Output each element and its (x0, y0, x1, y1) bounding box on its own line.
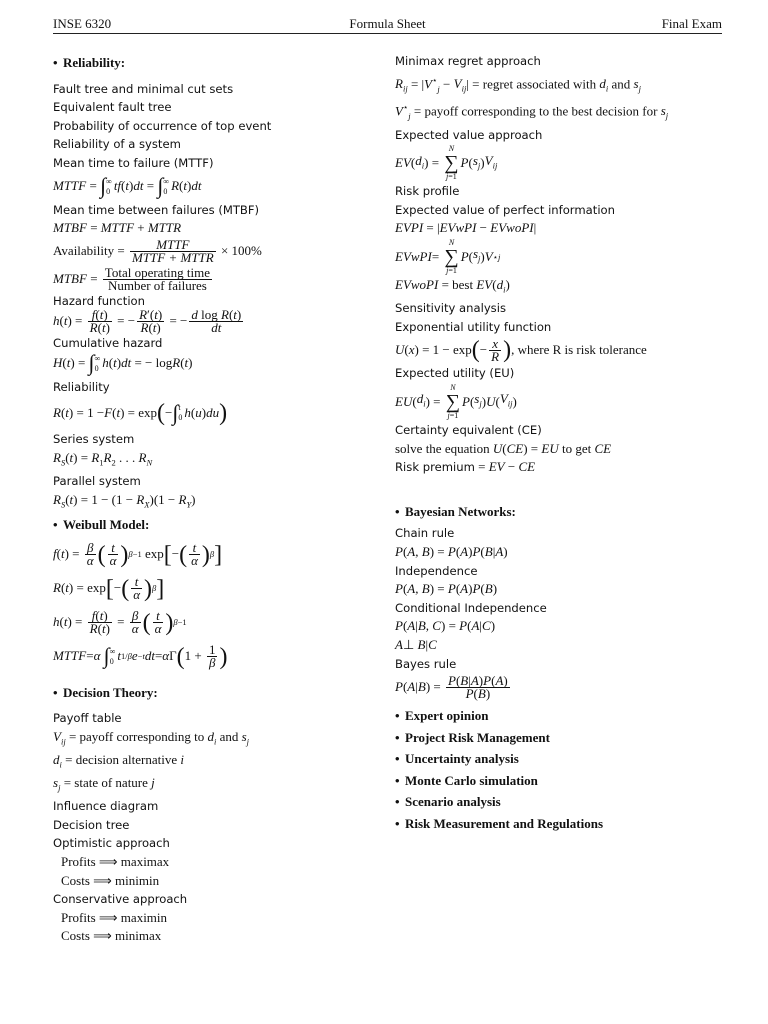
rel-item: Probability of occurrence of top event (53, 118, 272, 133)
topic-risk-measurement: • Risk Measurement and Regulations (395, 816, 604, 832)
cum-hazard-label: Cumulative hazard (53, 335, 163, 350)
exam-name: Final Exam (661, 16, 722, 31)
decision-heading: • Decision Theory: (53, 684, 158, 700)
rel-item: Reliability of a system (53, 137, 181, 152)
eu-label: Expected utility (EU) (395, 366, 515, 381)
decision-tree-label: Decision tree (53, 817, 130, 832)
series-label: Series system (53, 432, 135, 447)
right-column (395, 52, 725, 837)
weibull-mttf: MTTF = α ∫ ∞ 0 t 1/β e −t dt = α Γ ( 1 + $\frac{1}{\beta}$ ) (53, 642, 228, 670)
evpi-formula: EVPI = |EVwPI − EVwoPI| (395, 220, 537, 236)
reliability-formula: R ( t ) = 1 − F ( t ) = exp ( − ∫ t 0 h ( u ) du ) (53, 400, 228, 427)
ev-approach-label: Expected value approach (395, 127, 543, 142)
ev-formula: EV ( $d_i$ ) = N ∑ j=1 P ( $s_j$ ) $V_{ij}$ (395, 144, 498, 182)
independence-label: Independence (395, 563, 478, 578)
sensitivity-label: Sensitivity analysis (395, 301, 506, 316)
conservative-costs: Costs ⟹ minimax (61, 928, 162, 944)
optimistic-profits: Profits ⟹ maximax (61, 854, 170, 870)
vij-definition: $V_{ij}$ = payoff corresponding to $d_i$ and $s_j$ (53, 728, 250, 747)
evwpi-formula: EVwPI = N ∑ j=1 P ( $s_j$ ) V ⋆ j (395, 238, 501, 275)
topic-expert-opinion: • Expert opinion (395, 708, 489, 724)
chain-rule-formula: P(A, B) = P(A)P(B|A) (395, 543, 508, 559)
vstar-formula: $V^⋆_j$ = payoff corresponding to the best decision for $s_j$ (395, 102, 669, 122)
payoff-table-label: Payoff table (53, 711, 122, 726)
optimistic-costs: Costs ⟹ minimin (61, 872, 160, 888)
influence-diagram-label: Influence diagram (53, 799, 159, 814)
eu-formula: EU ( $d_i$ ) = N ∑ j=1 P ( $s_j$ ) U ( $V_{ij}$ ) (395, 382, 517, 420)
bayes-rule-label: Bayes rule (395, 656, 457, 671)
topic-project-risk: • Project Risk Management (395, 729, 550, 745)
course-code: INSE 6320 (53, 16, 112, 31)
availability-formula: Availability = $\frac{\text{MTTF}}{\text{MTTF + MTTR}}$ × 100% (53, 237, 262, 266)
mtbf-formula: MTBF = MTTF + MTTR (53, 220, 182, 236)
cond-indep-notation: A⊥ B|C (395, 636, 437, 652)
optimistic-label: Optimistic approach (53, 836, 170, 851)
evpi-label: Expected value of perfect information (395, 202, 615, 217)
weibull-heading: • Weibull Model: (53, 516, 150, 532)
weibull-reliability: R ( t ) = exp [ − ( $\frac{t}{\alpha}$ ) β ] (53, 574, 165, 602)
hazard-formula: h ( t ) = $\frac{f(t)}{R(t)}$ = − $\frac{R'(t)}{R(t)}$ = − $\frac{\text{d log R(t)}}{dt}$ (53, 307, 242, 336)
reliability-heading: • Reliability: (53, 55, 126, 70)
cond-indep-label: Conditional Independence (395, 600, 547, 615)
mttf-formula: MTTF = ∫ ∞ 0 tf ( t ) dt = ∫ ∞ 0 R ( t ) dt (53, 173, 202, 199)
left-column (53, 52, 383, 946)
cum-hazard-formula: H ( t ) = ∫ ∞ 0 h ( t ) dt = − log R ( t ) (53, 350, 193, 376)
risk-premium-formula: Risk premium = EV − CE (395, 459, 536, 475)
mtbf-label: Mean time between failures (MTBF) (53, 202, 260, 217)
weibull-hazard: h ( t ) = $\frac{f(t)}{R(t)}$ = $\frac{\beta}{\alpha}$ ( $\frac{t}{\alpha}$ ) β−1 (53, 608, 187, 636)
weibull-pdf: f ( t ) = $\frac{\beta}{\alpha}$ ( $\frac{t}{\alpha}$ ) β−1 exp [ − ( $\frac{t}{\alpha}$ ) β ] (53, 540, 223, 568)
mtbf-ratio-formula: MTBF = $\frac{\text{Total operating time}}{\text{Number of failures}}$ (53, 265, 211, 294)
mttf-label: Mean time to failure (MTTF) (53, 155, 214, 170)
bayes-rule-formula: P ( A | B ) = $\frac{P(B|A)P(A)}{P(B)}$ (395, 672, 508, 701)
sj-definition: $s_j$ = state of nature j (53, 775, 155, 793)
parallel-label: Parallel system (53, 474, 141, 489)
sheet-title: Formula Sheet (349, 16, 426, 31)
topic-scenario: • Scenario analysis (395, 794, 501, 810)
evwopi-formula: EVwoPI = best $EV(d_i)$ (395, 277, 510, 295)
chain-rule-label: Chain rule (395, 526, 455, 541)
page-header (53, 14, 722, 34)
regret-formula: $R_{ij} = |V^⋆_j - V_{ij}|$ = regret associated with $d_i$ and $s_j$ (395, 74, 641, 94)
di-definition: $d_i$ = decision alternative i (53, 751, 185, 770)
ce-formula: solve the equation U(CE) = EU to get CE (395, 440, 612, 456)
bayes-heading: • Bayesian Networks: (395, 503, 516, 519)
conservative-label: Conservative approach (53, 892, 188, 907)
header-rule (53, 33, 722, 34)
exp-utility-formula: U ( x ) = 1 − exp ( − $\frac{x}{R}$ ) , where R is risk tolerance (395, 335, 647, 364)
reliability-label: Reliability (53, 379, 110, 394)
series-formula: $R_S(t) = R_1R_2$ . . . $R_N$ (53, 449, 153, 468)
independence-formula: P(A, B) = P(A)P(B) (395, 581, 498, 597)
risk-profile-label: Risk profile (395, 184, 460, 199)
exp-utility-label: Exponential utility function (395, 319, 552, 334)
topic-monte-carlo: • Monte Carlo simulation (395, 772, 538, 788)
hazard-label: Hazard function (53, 293, 145, 308)
cond-indep-formula: P(A|B, C) = P(A|C) (395, 618, 496, 634)
rel-item: Equivalent fault tree (53, 100, 172, 115)
minimax-label: Minimax regret approach (395, 54, 541, 68)
rel-item: Fault tree and minimal cut sets (53, 81, 234, 96)
conservative-profits: Profits ⟹ maximin (61, 909, 168, 925)
parallel-formula: $R_S(t) = 1 - (1 - R_X)(1 - R_Y)$ (53, 491, 196, 510)
ce-label: Certainty equivalent (CE) (395, 422, 542, 437)
topic-uncertainty: • Uncertainty analysis (395, 751, 519, 767)
